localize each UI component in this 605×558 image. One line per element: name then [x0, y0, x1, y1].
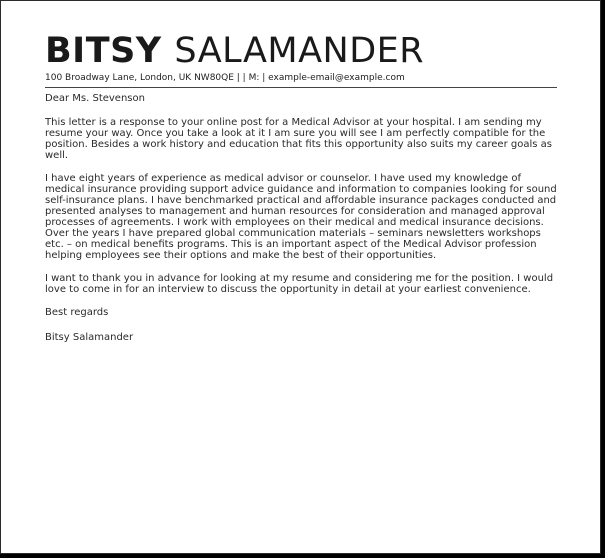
paragraph-experience: I have eight years of experience as medical advisor or counselor. I have used my knowledge of medical insurance providing support advice guidance and information to companies looking for sound self-insurance plans. I have benchmarked practical and affordable insurance packages conducted and presented analyses to management and human resources for consideration and managed approval processes of agreements. I work with employees on their medical and medical insurance decisions. Over the years I have prepared global communication materials – seminars newsletters workshops etc. – on medical benefits programs. This is an important aspect of the Medical Advisor profession helping employees see their options and make the best of their opportunities. — [45, 173, 557, 261]
closing: Best regards — [45, 307, 109, 318]
letter-body — [45, 93, 561, 355]
salutation: Dear Ms. Stevenson — [45, 93, 145, 104]
paragraph-intro: This letter is a response to your online post for a Medical Advisor at your hospital. I am sending my resume your way. Once you take a look at it I am sure you will see I am perfectly compatible for the position. Besides a work history and education that fits this opportunity also suits my career goals as well. — [45, 117, 552, 161]
signature: Bitsy Salamander — [45, 332, 134, 343]
contact-line: 100 Broadway Lane, London, UK NW80QE | | M: | example-email@example.com — [45, 71, 557, 88]
paragraph-thanks: I want to thank you in advance for looking at my resume and considering me for the position. I would love to come in for an interview to discuss the opportunity in detail at your earliest convenience. — [45, 273, 554, 295]
sender-first-name: BITSY — [45, 31, 162, 71]
sender-name — [45, 31, 424, 71]
sender-last-name: SALAMANDER — [174, 31, 425, 71]
